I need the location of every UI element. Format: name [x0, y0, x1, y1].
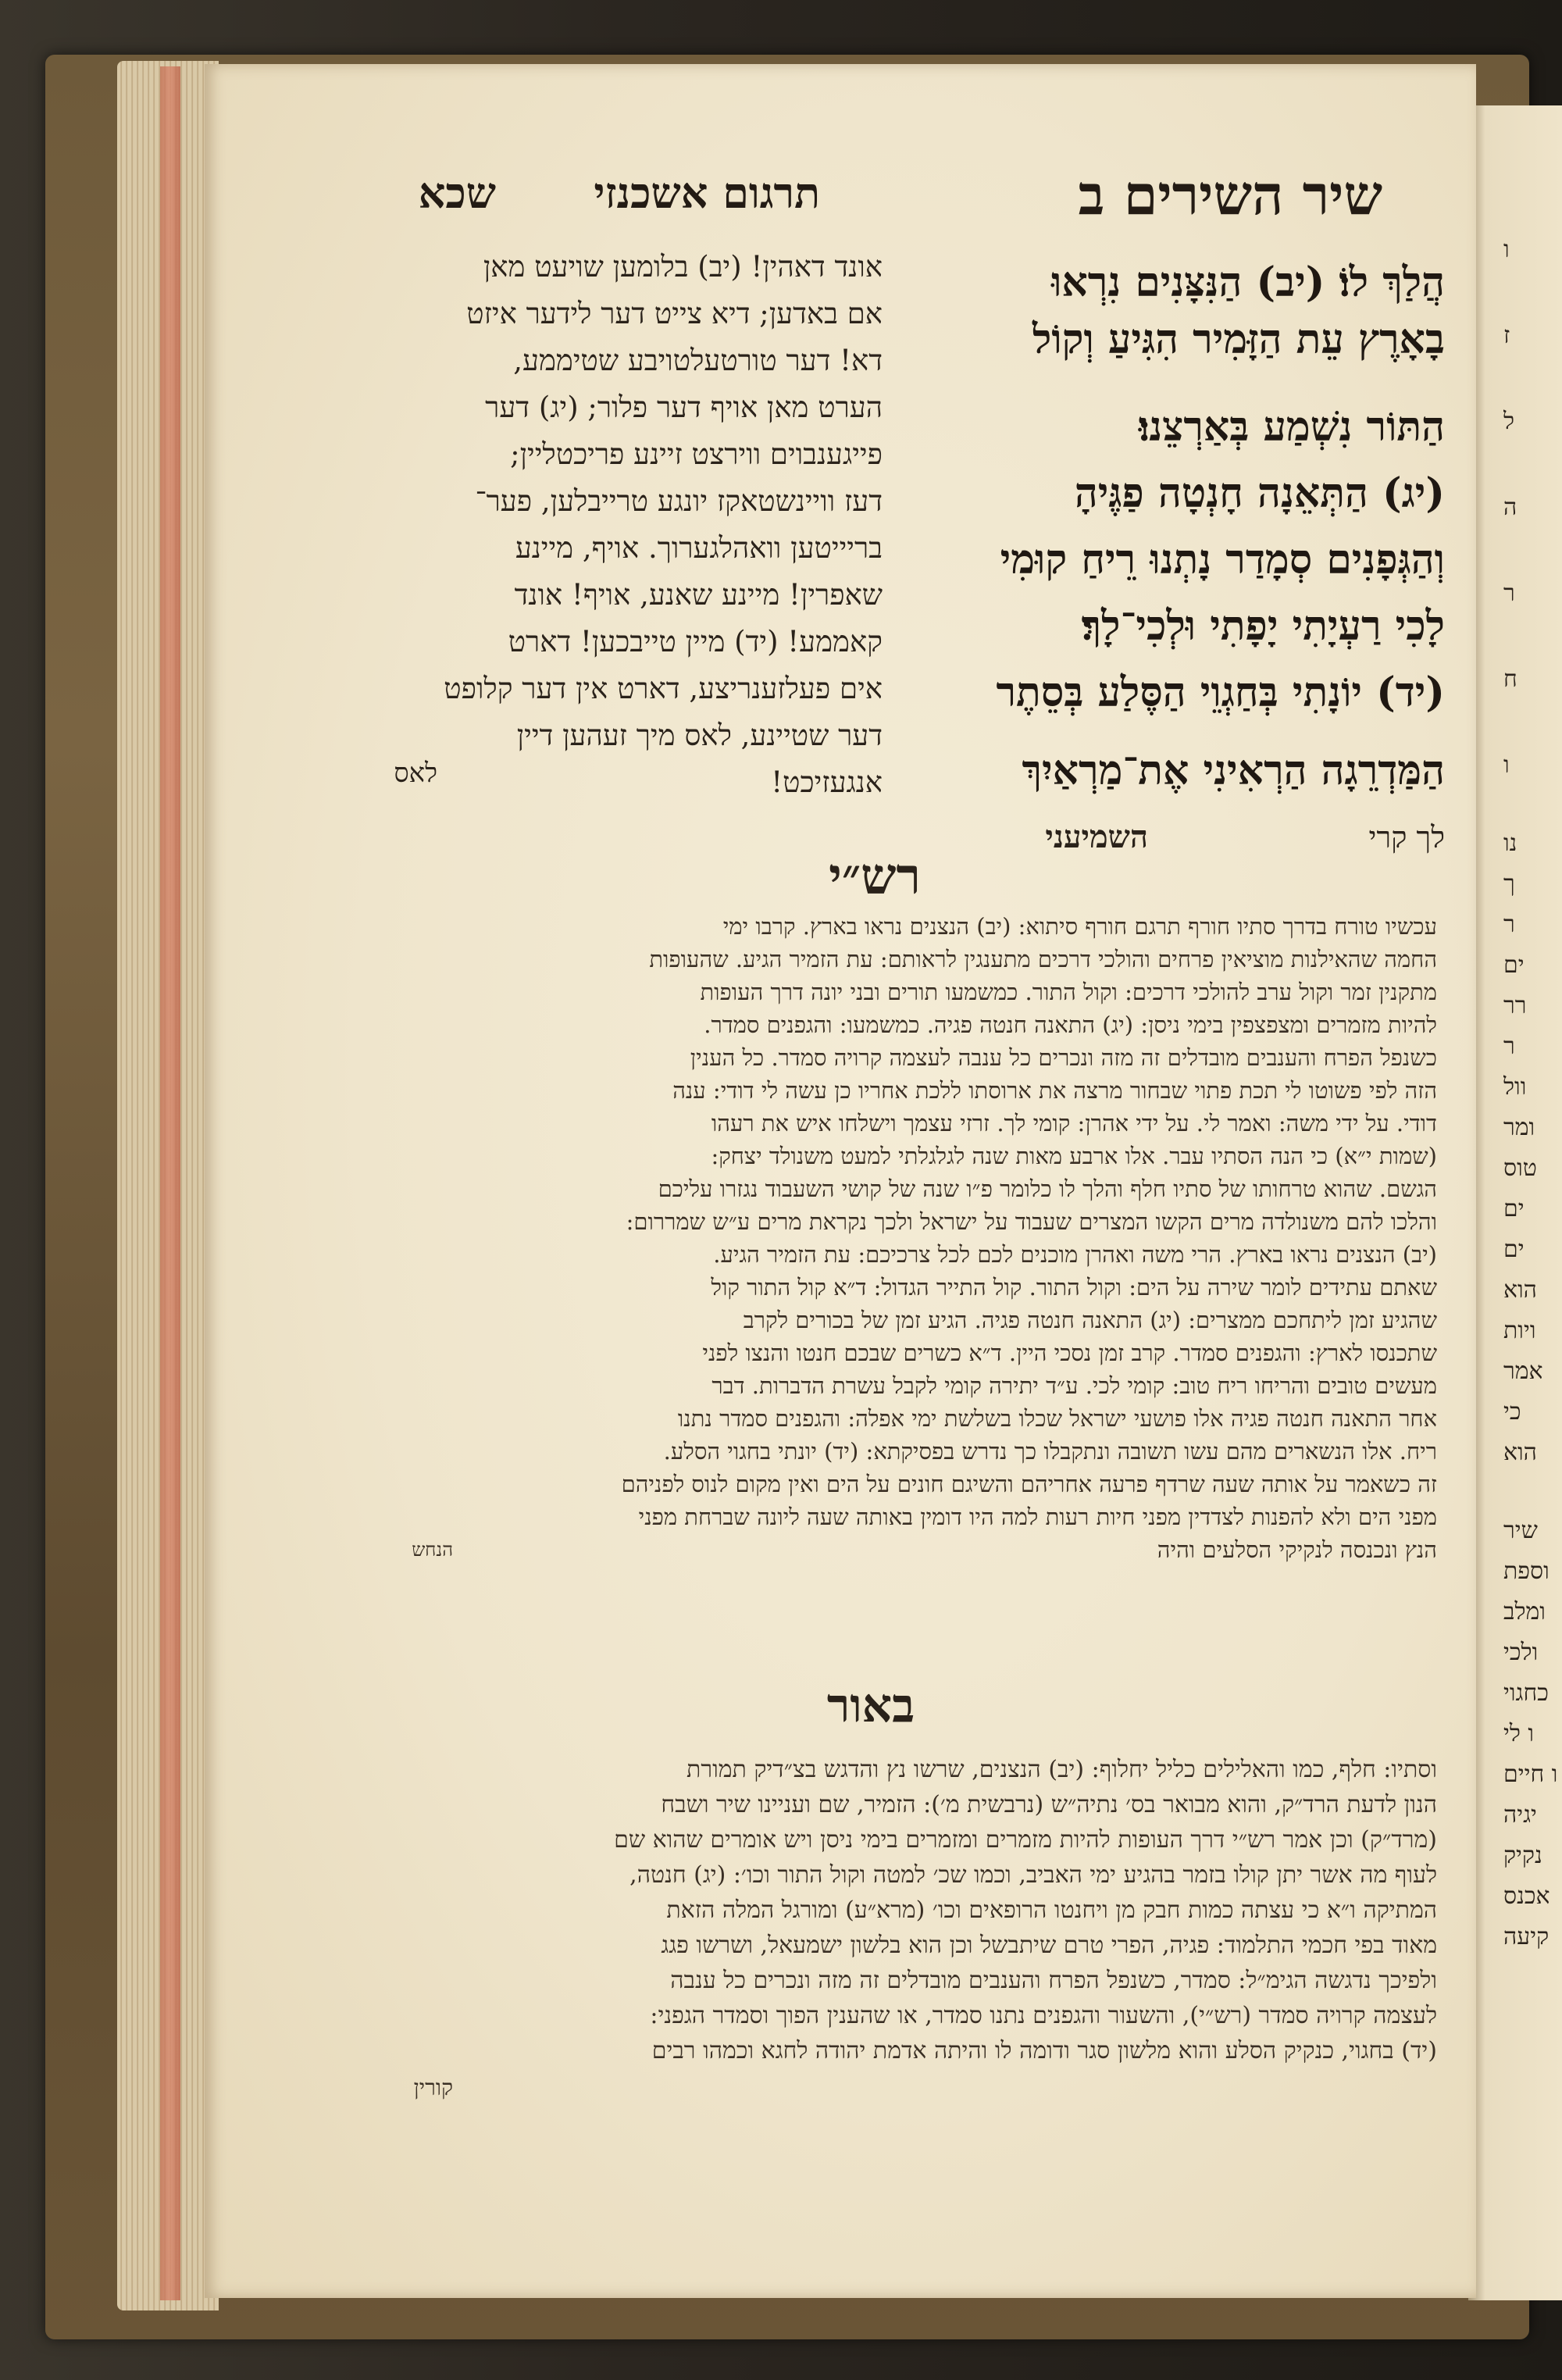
rashi-line: הזה לפי פשוטו לי תכת פתוי שבחור מרצה את ארוסתו ללכת אחריו כן עשה לי דודי: ענה — [672, 1077, 1437, 1104]
rashi-line: שהגיע זמן ליתחכם ממצרים: (יג) התאנה חנטה פגיה. הגיע זמן של בכורים לקרב — [743, 1307, 1437, 1333]
biur-line: לעוף מה אשר יתן קולו בזמר בהגיע ימי האביב, וכמו שכ׳ למטה וקול התור וכו׳: (יג) חנטה, — [629, 1861, 1437, 1889]
biur-line: ולפיכך נדגשה הגימ״ל: סמדר, כשנפל הפרח והענבים מובדלים זה מזה ונכרים כל ענבה — [670, 1967, 1437, 1994]
bible-line: הַתּוֹר נִשְׁמַע בְּאַרְצֵנוּ׃ — [1138, 403, 1445, 451]
bible-line: הַמַּדְרֵגָה הַרְאִינִי אֶת־מַרְאַיִךְ — [1022, 747, 1445, 794]
biur-line: מאוד בפי חכמי התלמוד: פגיה, הפרי טרם שיתבשל וכן הוא בלשון ישמעאל, ושרשו פגג — [661, 1932, 1437, 1959]
next-page-text — [1503, 234, 1562, 2109]
next-page-fragment: ו חיים — [1503, 1761, 1558, 1788]
biur-line: (יד) בחגוי, כנקיק הסלע והוא מלשון סגר ודומה לו והיתה אדמת יהודה לחגא וכמהו רבים — [651, 2037, 1437, 2064]
next-page-fragment: ים — [1503, 1195, 1525, 1222]
rashi-line: מתקנין זמר וקול ערב להולכי דרכים: וקול התור. כמשמעו תורים ובני יונה דרך העופות — [700, 979, 1437, 1005]
next-page-fragment: טוס — [1503, 1154, 1537, 1182]
next-page-fragment: ר — [1503, 1033, 1515, 1060]
next-page-fragment: אכנס — [1503, 1882, 1550, 1910]
targum-line: פייגענבוים ווירצט זיינע פריכטליין; — [510, 437, 883, 471]
rashi-catchword: הנחש — [412, 1539, 453, 1561]
next-page-fragment: ים — [1503, 1236, 1525, 1263]
biur-heading: באור — [826, 1679, 915, 1733]
targum-line: אים פעלזענריצע, דארט אין דער קלופט — [444, 672, 883, 705]
next-page-fragment: יגיה — [1503, 1801, 1537, 1829]
next-page-fragment: ו — [1503, 751, 1510, 779]
next-page-fragment: נו — [1503, 830, 1517, 857]
bible-line: הֲלַךְ לוֹ׃ (יב) הַנִּצָּנִים נִרְאוּ — [1051, 259, 1445, 306]
rashi-line: עכשיו טורח בדרך סתיו חורף תרגם חורף סיתוא: (יב) הנצנים נראו בארץ. קרבו ימי — [722, 913, 1437, 940]
bible-catchword: השמיעני — [1045, 819, 1148, 855]
next-page-fragment: ים — [1503, 951, 1525, 979]
next-page-fragment: ז — [1503, 322, 1510, 349]
next-page-fragment: אמר — [1503, 1358, 1543, 1385]
rashi-heading: רש״י — [829, 847, 921, 906]
next-page-fragment: נקיק — [1503, 1842, 1542, 1869]
rashi-line: הגשם. שהוא טרחותו של סתיו חלף והלך לו כלומר פ״ו שנה של קושי השעבוד נגזרו עליכם — [658, 1176, 1437, 1202]
rashi-line: הנץ ונכנסה לנקיקי הסלעים והיה — [1157, 1536, 1437, 1563]
targum-line: הערט מאן אויף דער פלור; (יג) דער — [485, 391, 883, 424]
next-page-fragment: הוא — [1503, 1276, 1537, 1304]
rashi-line: שאתם עתידים לומר שירה על הים: וקול התור. קול התייר הגדול: ד״א קול התור קול — [711, 1274, 1437, 1301]
biur-line: (מרד״ק) וכן אמר רש״י דרך העופות להיות מזמרים ומזמרים בימי ניסן ויש אומרים שהוא שם — [614, 1826, 1437, 1854]
targum-line: אם באדען; דיא צייט דער לידער איזט — [466, 297, 883, 330]
next-page-fragment: ך — [1503, 870, 1515, 897]
next-page-fragment: שיר — [1503, 1517, 1538, 1544]
next-page-fragment: ר — [1503, 580, 1515, 607]
rashi-line: והלכו להם משנולדה מרים הקשו המצרים שעבוד על ישראל ולכך נקראת מרים ע״ש שמררום: — [626, 1208, 1437, 1235]
next-page-fragment: ל — [1503, 408, 1515, 435]
page-number: שכא — [418, 168, 496, 218]
running-head-right: שיר השירים ב — [1078, 164, 1382, 227]
targum-line: אנגעזיכט! — [771, 765, 883, 799]
red-page-edge — [160, 66, 180, 2300]
targum-line: בריייטען וואהלגערוך. אויף, מיינע — [515, 531, 883, 565]
rashi-line: ריח. אלו הנשארים מהם עשו תשובה ונתקבלו כך נדרש בפסיקתא: (יד) יונתי בחגוי הסלע. — [663, 1438, 1437, 1465]
bible-line: לָכִי רַעְיָתִי יָפָתִי וּלְכִי־לָךְ׃ — [1081, 602, 1445, 650]
targum-line: דעז וויינשטאקז יונגע טרייבלען, פער־ — [475, 484, 883, 518]
biur-line: המתיקה ו״א כי עצתה כמות חבק מן ויחנטו הרופאים וכו׳ (מרא״ע) ומורגל המלה הזאת — [666, 1897, 1437, 1924]
bible-line: (יג) הַתְּאֵנָה חָנְטָה פַגֶּיהָ — [1074, 469, 1445, 517]
rashi-line: אחר התאנה חנטה פגיה אלו פושעי ישראל שכלו בשלשת ימי אפלה: והגפנים סמדר נתנו — [677, 1405, 1437, 1432]
biur-line: הנון לדעת הרד״ק, והוא מבואר בס׳ נתיה״ש (נרבשית מ׳): הזמיר, שם ועניינו שיר ושבח — [661, 1791, 1437, 1818]
biur-line: וסתיו: חלף, כמו והאלילים כליל יחלוף: (יב) הנצנים, שרשו נץ והדגש בצ״דיק תמורת — [686, 1756, 1437, 1783]
targum-line: דער שטיינע, לאס מיך זעהען דיין — [516, 719, 883, 752]
rashi-line: זה כשאמר על אותה שעה שרדף פרעה אחריהם והשיגם חונים על הים ואין מקום לנוס לפניהם — [621, 1471, 1437, 1497]
next-page-fragment: ו — [1503, 236, 1510, 263]
rashi-line: מעשים טובים והריחו ריח טוב: קומי לכי. ע״ד יתירה קומי לקבל עשרת הדברות. דבר — [711, 1372, 1437, 1399]
rashi-line: (שמות י״א) כי הנה הסתיו עבר. אלו ארבע מאות שנה לגלגלתי למעט משנולד יצחק: — [711, 1143, 1437, 1169]
next-page-fragment: רר — [1503, 992, 1527, 1019]
rashi-line: דודי. על ידי משה: ואמר לי. על ידי אהרן: קומי לך. זרזי עצמך וישלחו איש את רעהו — [711, 1110, 1437, 1136]
next-page-fragment: ולכי — [1503, 1639, 1539, 1666]
next-page-fragment: ו לי — [1503, 1720, 1535, 1747]
keri-note: לך קרי — [1368, 820, 1445, 855]
next-page-fragment: ח — [1503, 665, 1517, 693]
biur-catchword: קורין — [413, 2075, 453, 2100]
bible-line: (יד) יוֹנָתִי בְּחַגְוֵי הַסֶּלַע בְּסֵתֶר — [996, 669, 1445, 716]
rashi-line: החמה שהאילנות מוציאין פרחים והולכי דרכים מתענגין לראותם: עת הזמיר הגיע. שהעופות — [649, 946, 1437, 972]
next-page-fragment: כי — [1503, 1398, 1521, 1426]
rashi-line: (יב) הנצנים נראו בארץ. הרי משה ואהרן מוכנים לכם לכל צרכיכם: עת הזמיר הגיע. — [713, 1241, 1437, 1268]
next-page-fragment: ר — [1503, 911, 1515, 938]
bible-line: וְהַגְּפָנִים סְמָדַר נָתְנוּ רֵיחַ קוּמִי — [1000, 536, 1445, 583]
next-page-fragment: הוא — [1503, 1439, 1537, 1466]
running-head-left: תרגום אשכנזי — [594, 168, 820, 218]
next-page-fragment: וספת — [1503, 1558, 1550, 1585]
next-page-fragment: ומלב — [1503, 1598, 1546, 1625]
rashi-line: שתכנסו לארץ: והגפנים סמדר. קרב זמן נסכי היין. ד״א כשרים שבכם חנטו והנצו לפני — [702, 1340, 1437, 1366]
rashi-line: מפני הים ולא להפנות לצדדין מפני חיות רעות למה היו דומין באותה שעה ליונה שברחת מפני — [638, 1504, 1437, 1530]
targum-line: שאפרין! מיינע שאנע, אויף! אונד — [514, 578, 883, 612]
targum-line: אונד דאהין! (יב) בלומען שויעט מאן — [483, 250, 883, 284]
next-page-fragment: ה — [1503, 494, 1517, 521]
bible-line: בָאָרֶץ עֵת הַזָּמִיר הִגִּיעַ וְקוֹל — [1032, 316, 1445, 363]
next-page-fragment: ומר — [1503, 1114, 1535, 1141]
next-page-fragment: כחגוי — [1503, 1679, 1549, 1707]
next-page-fragment: וול — [1503, 1073, 1527, 1101]
next-page-fragment: ויות — [1503, 1317, 1536, 1344]
rashi-line: כשנפל הפרח והענבים מובדלים זה מזה ונכרים כל ענבה לעצמה קרויה סמדר. כל הענין — [690, 1044, 1437, 1071]
next-page-fragment: קיעה — [1503, 1923, 1550, 1950]
targum-line: דא! דער טורטעלטויבע שטיממע, — [513, 344, 883, 377]
targum-line: קאממע! (יד) מיין טייבכען! דארט — [508, 625, 883, 658]
targum-catchword: לאס — [394, 758, 437, 789]
rashi-line: להיות מזמרים ומצפצפין בימי ניסן: (יג) התאנה חנטה פגיה. כמשמעו: והגפנים סמדר. — [704, 1012, 1437, 1038]
biur-line: לעצמה קרויה סמדר (רש״י), והשעור והגפנים נתנו סמדר, או שהענין הפוך וסמדר הגפני: — [650, 2002, 1437, 2029]
